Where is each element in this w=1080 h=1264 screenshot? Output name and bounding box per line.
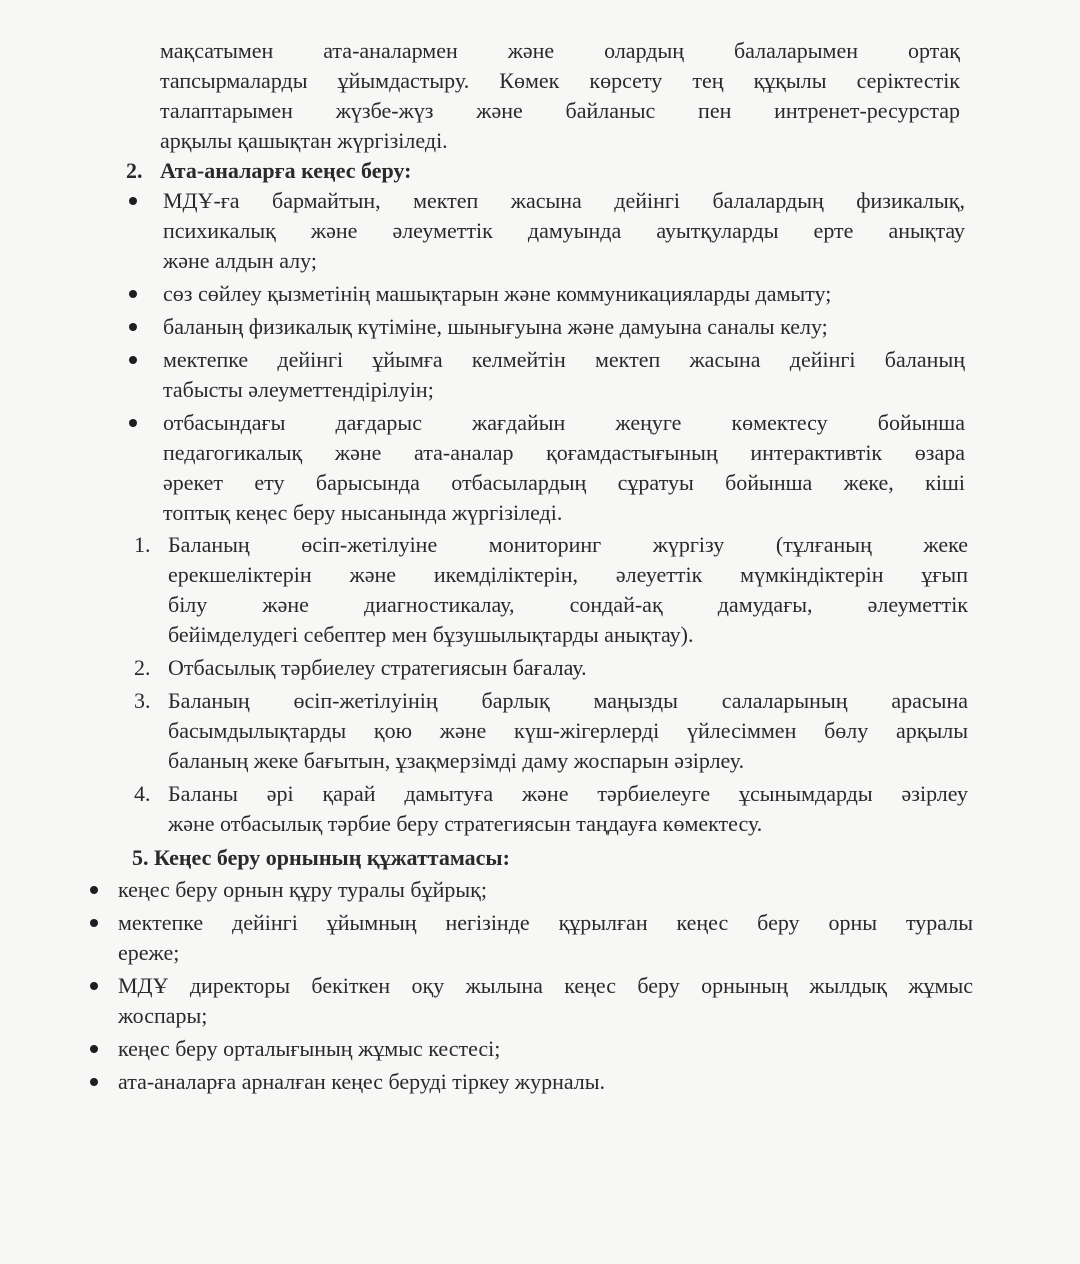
text-line: ереже;	[118, 940, 180, 965]
bullet-text: ата-аналарға арналған кеңес беруді тіркеу журналы.	[118, 1069, 606, 1094]
text-line: жоспары;	[118, 1003, 208, 1028]
item-number: 2.	[134, 655, 151, 680]
list-item	[0, 345, 1080, 405]
bullet-text: сөз сөйлеу қызметінің машықтарын және коммуникацияларды дамыту;	[163, 281, 832, 306]
item-text: Баланың өсіп-жетілуінің барлық маңызды салаларының арасына	[168, 688, 968, 713]
bullet-text: мектепке дейінгі ұйымның негізінде құрылған кеңес беру орны туралы	[118, 910, 973, 935]
list-item	[0, 1067, 1080, 1097]
numbered-list	[0, 530, 1080, 839]
numbered-item	[0, 686, 1080, 776]
document-body	[0, 36, 1080, 1097]
list-item	[0, 279, 1080, 309]
item-number: 1.	[134, 532, 151, 557]
item-text: Баланың өсіп-жетілуіне мониторинг жүргізу (тұлғаның жеке	[168, 532, 968, 557]
text-line	[163, 345, 965, 375]
numbered-item	[0, 653, 1080, 683]
list-item	[0, 408, 1080, 528]
text-line: және отбасылық тәрбие беру стратегиясын таңдауға көмектесу.	[168, 811, 763, 836]
section-heading-text: Ата-аналарға кеңес беру:	[160, 158, 412, 183]
text-line	[134, 686, 968, 716]
section-number: 2.	[126, 158, 143, 183]
text-line: білу және диагностикалау, сондай-ақ дамудағы, әлеуметтік	[168, 592, 968, 617]
bullet-icon	[90, 1078, 98, 1086]
bullet-icon	[90, 886, 98, 894]
item-number: 3.	[134, 688, 151, 713]
text-line: табысты әлеуметтендірілуін;	[163, 377, 434, 402]
bullet-text: отбасындағы дағдарыс жағдайын жеңуге көмектесу бойынша	[163, 410, 965, 435]
bullet-icon	[129, 419, 137, 427]
numbered-item	[0, 530, 1080, 650]
text-line: талаптарымен жүзбе-жүз және байланыс пен интренет-ресурстар	[160, 98, 960, 123]
bullet-text: мектепке дейінгі ұйымға келмейтін мектеп жасына дейінгі баланың	[163, 347, 965, 372]
text-line: және алдын алу;	[163, 248, 317, 273]
bullet-icon	[129, 323, 137, 331]
bullet-icon	[129, 290, 137, 298]
text-line	[163, 408, 965, 438]
text-line	[163, 279, 965, 309]
text-line	[134, 779, 968, 809]
bullet-text: МДҰ-ға бармайтын, мектеп жасына дейінгі балалардың физикалық,	[163, 188, 965, 213]
text-line: ерекшеліктерін және икемділіктерін, әлеуеттік мүмкіндіктерін ұғып	[168, 562, 968, 587]
text-line	[163, 312, 965, 342]
section-2-bullets	[0, 186, 1080, 528]
bullet-icon	[90, 1045, 98, 1053]
text-line	[134, 530, 968, 560]
intro-paragraph	[0, 36, 1080, 156]
section-5-bullets	[0, 875, 1080, 1097]
section-5-heading: 5. Кеңес беру орнының құжаттамасы:	[132, 845, 510, 870]
text-line	[118, 1067, 973, 1097]
text-line	[118, 1034, 973, 1064]
bullet-text: баланың физикалық күтіміне, шынығуына және дамуына саналы келу;	[163, 314, 828, 339]
bullet-text: кеңес беру орталығының жұмыс кестесі;	[118, 1036, 501, 1061]
bullet-icon	[90, 919, 98, 927]
text-line: педагогикалық және ата-аналар қоғамдастығының интерактивтік өзара	[163, 440, 965, 465]
text-line: бейімделудегі себептер мен бұзушылықтарды анықтау).	[168, 622, 694, 647]
item-number: 4.	[134, 781, 151, 806]
bullet-icon	[90, 982, 98, 990]
list-item	[0, 908, 1080, 968]
text-line: топтық кеңес беру нысанында жүргізіледі.	[163, 500, 563, 525]
text-line	[134, 653, 968, 683]
text-line: арқылы қашықтан жүргізіледі.	[160, 128, 448, 153]
item-text: Баланы әрі қарай дамытуға және тәрбиелеуге ұсынымдарды әзірлеу	[168, 781, 968, 806]
section-2-heading	[126, 156, 960, 186]
text-line	[118, 875, 973, 905]
list-item	[0, 875, 1080, 905]
text-line	[118, 908, 973, 938]
text-line: баланың жеке бағытын, ұзақмерзімді даму жоспарын әзірлеу.	[168, 748, 745, 773]
text-line	[163, 186, 965, 216]
bullet-text: кеңес беру орнын құру туралы бұйрық;	[118, 877, 487, 902]
bullet-icon	[129, 356, 137, 364]
text-line: басымдылықтарды қою және күш-жігерлерді үйлесіммен бөлу арқылы	[168, 718, 968, 743]
text-line: тапсырмаларды ұйымдастыру. Көмек көрсету тең құқылы серіктестік	[160, 68, 960, 93]
list-item	[0, 186, 1080, 276]
text-line: әрекет ету барысында отбасылардың сұратуы бойынша жеке, кіші	[163, 470, 965, 495]
item-text: Отбасылық тәрбиелеу стратегиясын бағалау.	[168, 655, 587, 680]
text-line: психикалық және әлеуметтік дамуында ауытқуларды ерте анықтау	[163, 218, 965, 243]
list-item	[0, 971, 1080, 1031]
text-line: мақсатымен ата-аналармен және олардың балаларымен ортақ	[160, 38, 960, 63]
bullet-icon	[129, 197, 137, 205]
numbered-item	[0, 779, 1080, 839]
text-line	[118, 971, 973, 1001]
list-item	[0, 312, 1080, 342]
bullet-text: МДҰ директоры бекіткен оқу жылына кеңес беру орнының жылдық жұмыс	[118, 973, 973, 998]
list-item	[0, 1034, 1080, 1064]
